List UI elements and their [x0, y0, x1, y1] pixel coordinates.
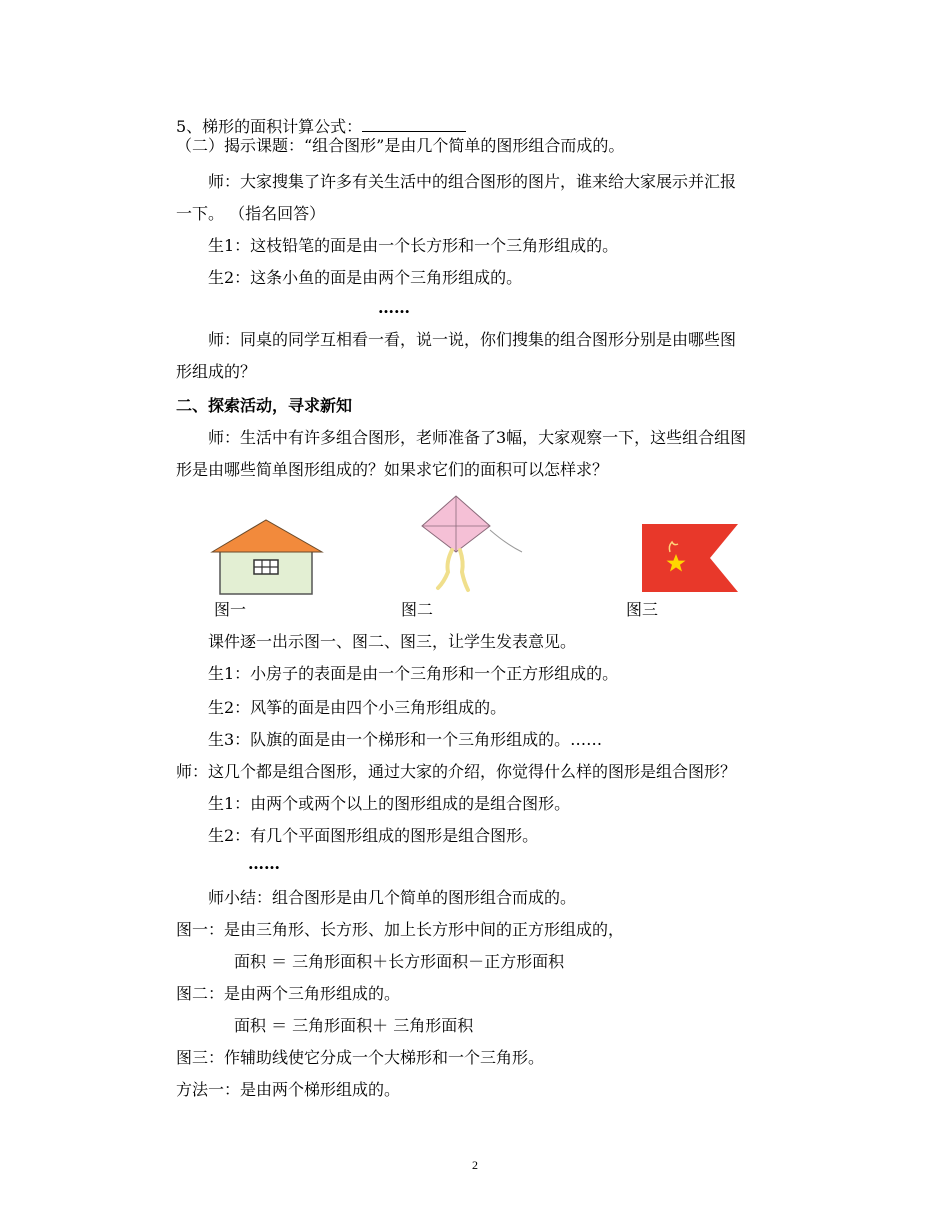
ellipsis-2: …… [248, 854, 280, 873]
teacher-line-2: 师：同桌的同学互相看一看，说一说，你们搜集的组合图形分别是由哪些图 [208, 330, 737, 349]
formula-prompt-text: 5、梯形的面积计算公式： [176, 117, 363, 136]
figure-1-caption: 图一 [214, 600, 247, 619]
student-line-pencil: 生1：这枝铅笔的面是由一个长方形和一个三角形组成的。 [208, 236, 619, 255]
house-roof [212, 520, 322, 552]
figure-2-formula: 面积 ＝ 三角形面积＋ 三角形面积 [234, 1016, 474, 1035]
teacher-line-3-cont: 形是由哪些简单图形组成的？如果求它们的面积可以怎样求？ [176, 460, 609, 479]
house-figure [210, 516, 324, 598]
figure-3-explanation: 图三：作辅助线使它分成一个大梯形和一个三角形。 [176, 1048, 545, 1067]
figure-1-formula: 面积 ＝ 三角形面积＋长方形面积－正方形面积 [234, 952, 565, 971]
teacher-question: 师：这几个都是组合图形，通过大家的介绍，你觉得什么样的图形是组合图形？ [176, 762, 737, 781]
figure-1-explanation: 图一：是由三角形、长方形、加上长方形中间的正方形组成的， [176, 920, 625, 939]
student-answer-2: 生2：风筝的面是由四个小三角形组成的。 [208, 698, 507, 717]
kite-tail-left [438, 550, 452, 588]
student-definition-2: 生2：有几个平面图形组成的图形是组合图形。 [208, 826, 539, 845]
teacher-line-1: 师：大家搜集了许多有关生活中的组合图形的图片，谁来给大家展示并汇报 [208, 172, 737, 191]
courseware-line: 课件逐一出示图一、图二、图三，让学生发表意见。 [208, 632, 577, 651]
student-answer-3: 生3：队旗的面是由一个梯形和一个三角形组成的。…… [208, 730, 603, 749]
figure-2-explanation: 图二：是由两个三角形组成的。 [176, 984, 401, 1003]
student-line-fish: 生2：这条小鱼的面是由两个三角形组成的。 [208, 268, 523, 287]
figure-3-caption: 图三 [626, 600, 659, 619]
teacher-summary: 师小结：组合图形是由几个简单的图形组合而成的。 [208, 888, 577, 907]
kite-string [490, 530, 522, 552]
section-heading: 二、探索活动，寻求新知 [176, 396, 353, 415]
teacher-line-1-cont: 一下。 （指名回答） [176, 204, 326, 223]
answer-blank [362, 116, 466, 132]
teacher-line-3: 师：生活中有许多组合图形，老师准备了3幅，大家观察一下，这些组合组图 [208, 428, 747, 447]
page-number: 2 [472, 1158, 478, 1172]
teacher-line-2-cont: 形组成的？ [176, 362, 257, 381]
flag-figure [640, 522, 740, 594]
kite-tail-right [460, 550, 468, 590]
flag-body [642, 524, 738, 592]
student-answer-1: 生1：小房子的表面是由一个三角形和一个正方形组成的。 [208, 664, 619, 683]
formula-prompt-line [176, 116, 466, 137]
method-one: 方法一：是由两个梯形组成的。 [176, 1080, 401, 1099]
ellipsis-1: …… [378, 298, 410, 317]
reveal-topic-line: （二）揭示课题：“组合图形”是由几个简单的图形组合而成的。 [176, 136, 625, 155]
student-definition-1: 生1：由两个或两个以上的图形组成的是组合图形。 [208, 794, 571, 813]
figure-2-caption: 图二 [401, 600, 434, 619]
kite-figure [418, 492, 528, 594]
